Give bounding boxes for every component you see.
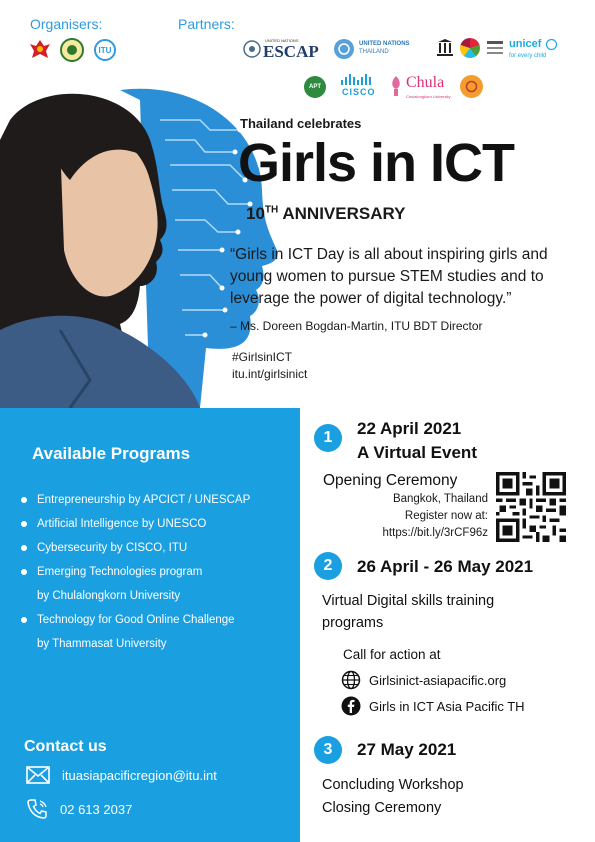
cisco-logo: CISCO [338, 74, 378, 100]
facebook-row[interactable] [341, 696, 525, 716]
event-2-call: Call for action at [343, 647, 441, 662]
program-item: Artificial Intelligence by UNESCO [20, 512, 290, 536]
envelope-icon [26, 766, 50, 784]
facebook-icon [341, 696, 361, 716]
sdg-wheel-logo [460, 38, 480, 58]
program-item: Technology for Good Online Challenge [20, 608, 290, 632]
program-item: Cybersecurity by CISCO, ITU [20, 536, 290, 560]
anniversary-suffix: TH [264, 204, 279, 216]
organisers-label: Organisers: [30, 16, 103, 32]
quote-author: – Ms. Doreen Bogdan-Martin, ITU BDT Director [230, 319, 483, 333]
program-item-continued: by Thammasat University [37, 638, 167, 650]
quote-text: “Girls in ICT Day is all about inspiring girls and young women to pursue STEM studies and to leverage the power of digital technology.” [230, 246, 548, 307]
thammasat-logo [460, 75, 483, 98]
girlsinict-link[interactable]: itu.int/girlsinict [232, 367, 308, 381]
ministry-seal-logo [60, 38, 84, 62]
globe-icon [341, 670, 361, 690]
qr-code[interactable] [496, 472, 566, 542]
garuda-emblem-logo [28, 38, 52, 64]
event-1-number: 1 [314, 424, 342, 452]
phone-icon [26, 798, 48, 820]
programs-title: Available Programs [32, 444, 191, 463]
program-item-continued: by Chulalongkorn University [37, 590, 181, 602]
itu-logo: ITU [94, 39, 116, 61]
event-1-url[interactable]: https://bit.ly/3rCF96z [382, 527, 488, 539]
contact-title: Contact us [24, 738, 107, 755]
event-1-register: Register now at: [404, 510, 488, 522]
event-3-date: 27 May 2021 [357, 740, 457, 759]
anniversary-word: ANNIVERSARY [282, 204, 406, 223]
website-link[interactable]: Girlsinict-asiapacific.org [369, 672, 507, 688]
celebrates-text: Thailand celebrates [240, 116, 362, 131]
event-3-line2: Closing Ceremony [322, 800, 442, 816]
anniversary-number: 10 [246, 204, 265, 223]
event-1-location: Bangkok, Thailand [392, 493, 488, 505]
facebook-link[interactable]: Girls in ICT Asia Pacific TH [369, 698, 525, 714]
contact-email[interactable] [26, 766, 217, 784]
un-thailand-logo: UNITED NATIONS THAILAND [333, 38, 419, 62]
event-1-date: 22 April 2021 [357, 419, 462, 438]
event-2-line1: Virtual Digital skills training [322, 593, 495, 609]
programs-list [20, 488, 290, 656]
event-1-subtitle: A Virtual Event [357, 443, 477, 462]
program-item: Entrepreneurship by APCICT / UNESCAP [20, 488, 290, 512]
unesco-logo [436, 38, 454, 60]
unicef-logo: unicef for every child [509, 38, 569, 64]
event-3-line1: Concluding Workshop [322, 777, 464, 793]
contact-phone[interactable] [26, 798, 132, 820]
page-title: Girls in ICT [238, 133, 515, 193]
anniversary-heading [246, 204, 405, 224]
program-item: Emerging Technologies program [20, 560, 290, 584]
escap-logo: UNITED NATIONS ESCAP [243, 38, 323, 64]
partners-label: Partners: [178, 16, 235, 32]
unesco-office-logo [486, 40, 506, 60]
phone-number[interactable]: 02 613 2037 [60, 801, 133, 817]
apt-logo: APT [304, 76, 326, 98]
chulalongkorn-logo: Chula Chulalongkorn University [388, 74, 456, 102]
event-1-name: Opening Ceremony [323, 472, 458, 489]
event-2-date: 26 April - 26 May 2021 [357, 557, 534, 576]
website-row[interactable] [341, 670, 506, 690]
hashtag: #GirlsinICT [232, 350, 293, 364]
event-2-line2: programs [322, 615, 384, 631]
email-address[interactable]: ituasiapacificregion@itu.int [62, 767, 217, 783]
event-3-number: 3 [314, 736, 342, 764]
event-2-number: 2 [314, 552, 342, 580]
